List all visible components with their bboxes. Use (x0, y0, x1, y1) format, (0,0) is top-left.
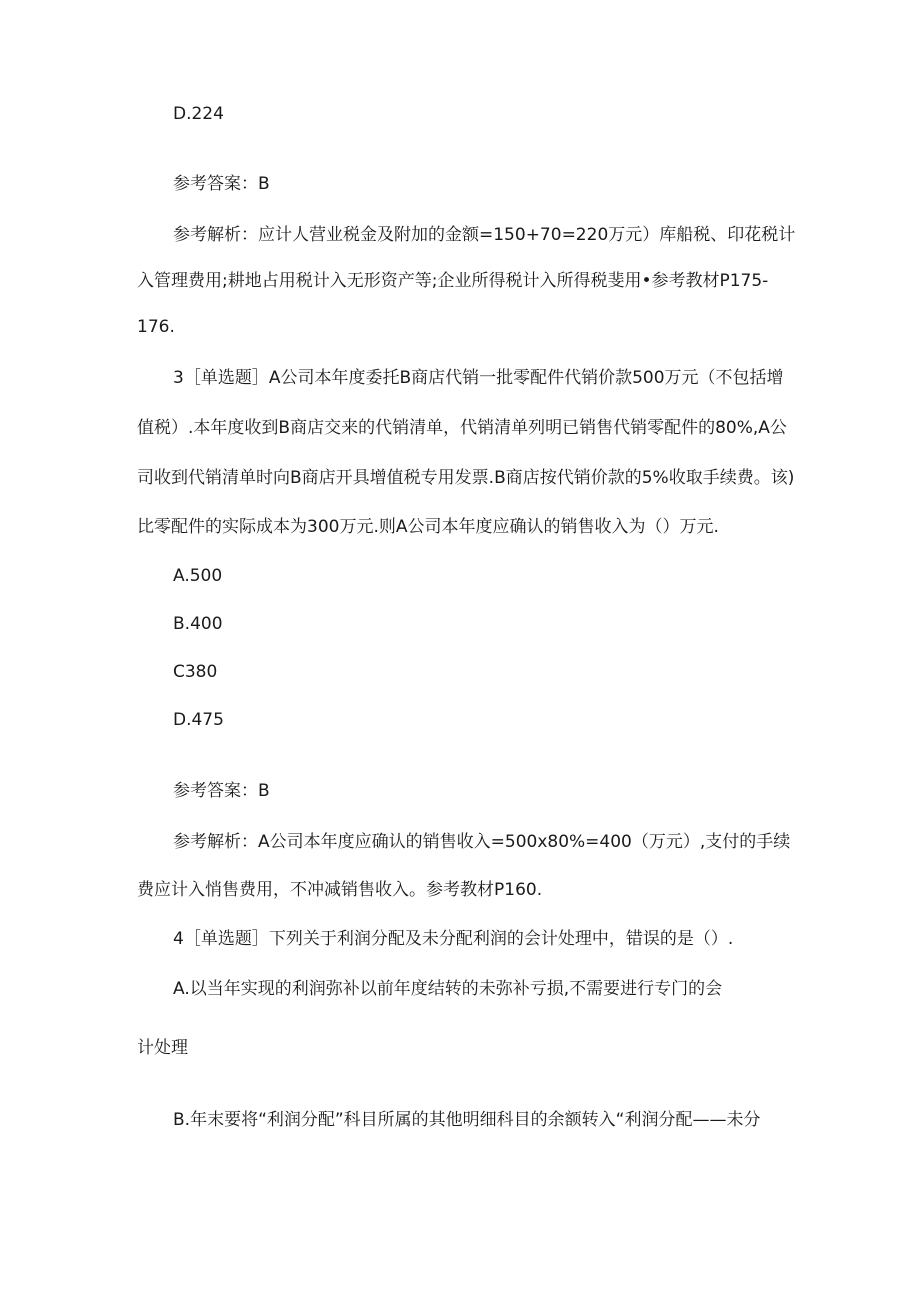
q2-analysis-line-2: 入管理费用;耕地占用税计入无形资产等;企业所得税计入所得税斐用•参考教材P175- (137, 271, 769, 291)
q2-analysis-line-1: 参考解析：应计人营业税金及附加的金额=150+70=220万元）库船税、印花税计 (173, 225, 796, 245)
q3-option-c: C380 (173, 662, 218, 682)
q3-analysis-line-1: 参考解析：A公司本年度应确认的销售收入=500x80%=400（万元）,支付的手续 (173, 832, 791, 852)
q2-answer: 参考答案：B (173, 174, 270, 194)
q4-option-a-line-1: A.以当年实现的利润弥补以前年度结转的未弥补亏损,不需要进行专门的会 (173, 979, 723, 999)
q3-stem-line-3: 司收到代销清单时向B商店开具增值税专用发票.B商店按代销价款的5%收取手续费。该) (137, 468, 795, 488)
q4-stem: 4［单选题］下列关于利润分配及未分配利润的会计处理中，错误的是（）. (173, 929, 734, 949)
q3-analysis-line-2: 费应计入悄售费用，不冲减销售收入。参考教材P160. (137, 880, 543, 900)
q3-stem-line-1: 3［单选题］A公司本年度委托B商店代销一批零配件代销价款500万元（不包括增 (173, 368, 784, 388)
q4-option-a-line-2: 计处理 (137, 1038, 188, 1058)
q3-option-d: D.475 (173, 710, 224, 730)
q3-option-a: A.500 (173, 566, 223, 586)
q3-stem-line-4: 比零配件的实际成本为300万元.则A公司本年度应确认的销售收入为（）万元. (137, 517, 719, 537)
q2-option-d: D.224 (173, 104, 224, 124)
q3-stem-line-2: 值税）.本年度收到B商店交来的代销清单，代销清单列明已销售代销零配件的80%,A公 (137, 418, 787, 438)
q2-analysis-line-3: 176. (137, 317, 175, 337)
q3-answer: 参考答案：B (173, 781, 270, 801)
q3-option-b: B.400 (173, 614, 223, 634)
q4-option-b-line-1: B.年末要将“利润分配”科目所属的其他明细科目的余额转入“利润分配——未分 (173, 1110, 761, 1130)
